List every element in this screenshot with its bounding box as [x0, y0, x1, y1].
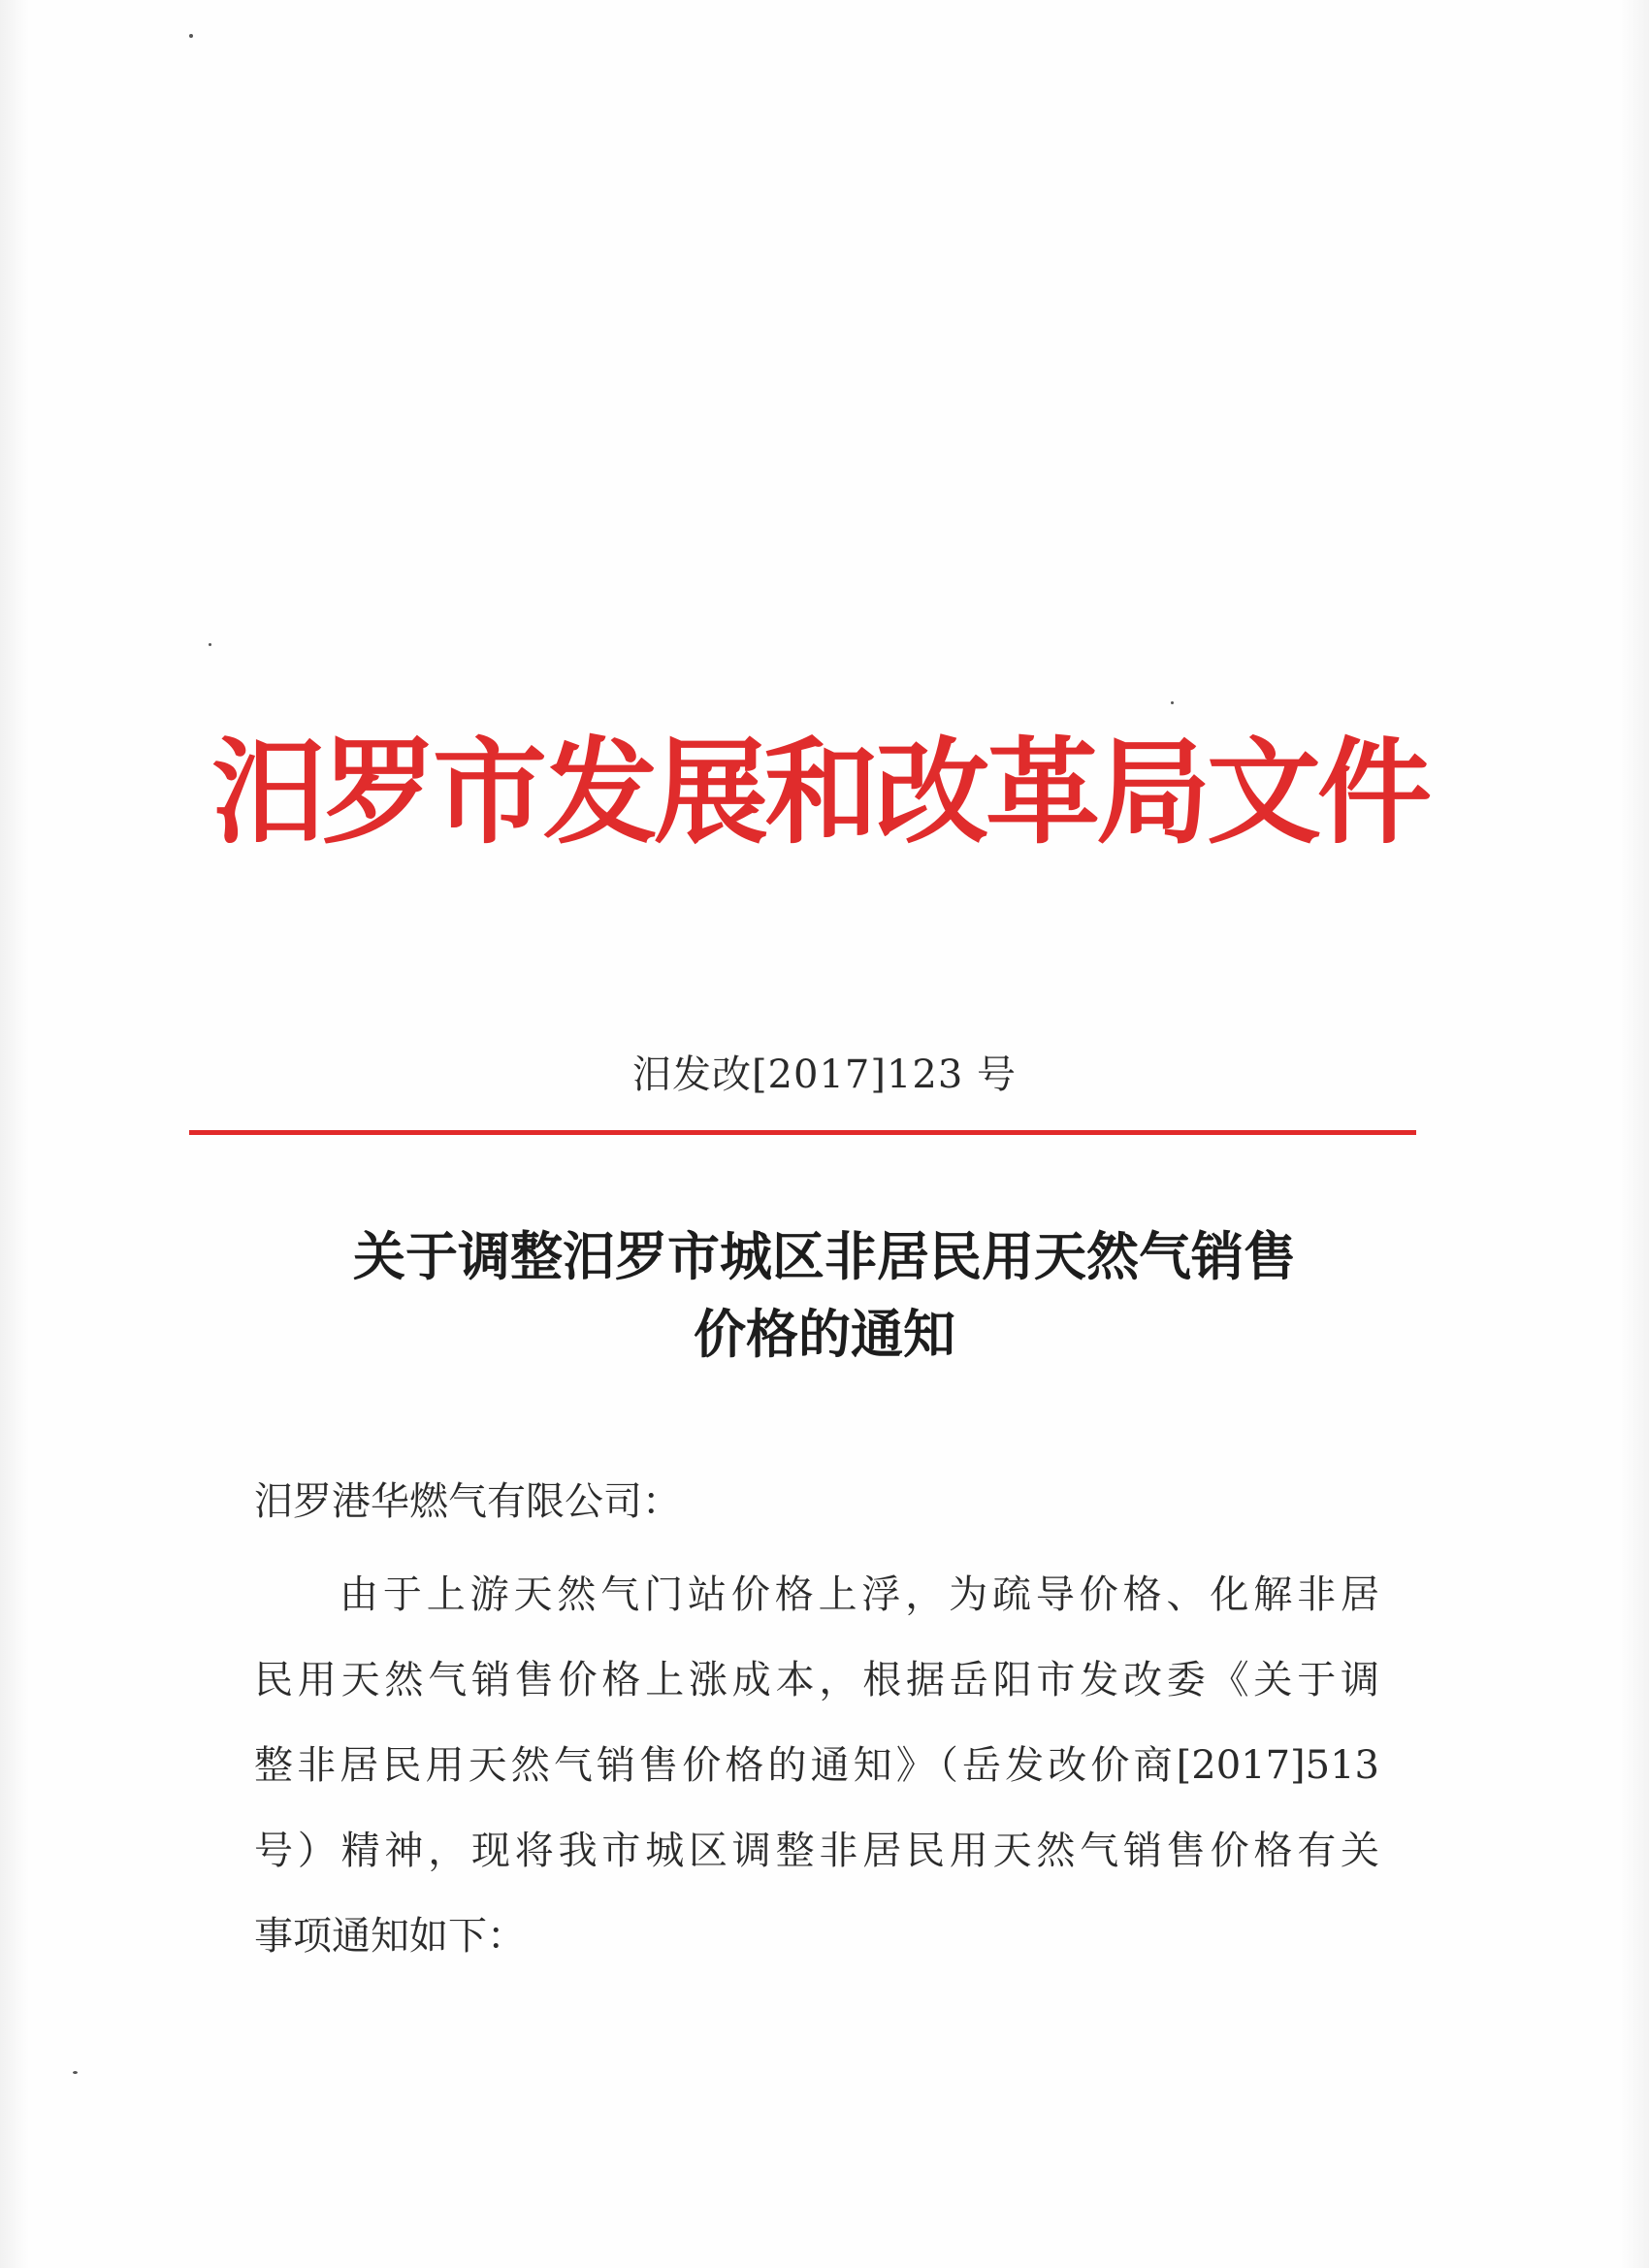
body-line: 民用天然气销售价格上涨成本，根据岳阳市发改委《关于调 — [254, 1658, 1379, 1702]
scan-speck — [189, 34, 193, 38]
body-line: 整非居民用天然气销售价格的通知》（岳发改价商[2017]513 — [254, 1743, 1379, 1788]
red-divider-rule — [189, 1130, 1416, 1135]
body-line: 由于上游天然气门站价格上浮，为疏导价格、化解非居 — [340, 1572, 1379, 1617]
document-number: 汨发改[2017]123 号 — [631, 1053, 1018, 1097]
document-title-line-1: 关于调整汨罗市城区非居民用天然气销售 — [353, 1225, 1296, 1287]
scan-speck — [1171, 701, 1174, 704]
scan-speck — [209, 643, 211, 646]
body-paragraph — [254, 1552, 1379, 1979]
document-title-line-2: 价格的通知 — [694, 1303, 955, 1365]
body-line: 事项通知如下： — [254, 1914, 526, 1959]
scan-edge-right — [1620, 0, 1649, 2268]
addressee: 汨罗港华燃气有限公司： — [254, 1479, 681, 1524]
scan-edge-left — [0, 0, 29, 2268]
scan-speck — [73, 2071, 78, 2074]
issuing-authority-masthead: 汨罗市发展和改革局文件 — [210, 725, 1428, 859]
document-title — [194, 1217, 1455, 1373]
body-line: 号）精神，现将我市城区调整非居民用天然气销售价格有关 — [254, 1829, 1379, 1873]
